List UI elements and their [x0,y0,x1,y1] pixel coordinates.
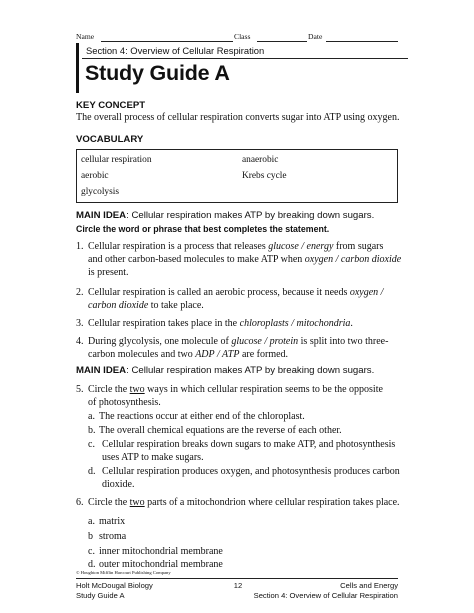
question-text: to take place. [148,300,204,311]
question-number: 2. [76,287,84,298]
vocab-term: cellular respiration [81,155,152,165]
question-2 [76,286,406,312]
option-5a[interactable] [88,410,406,423]
main-idea-2 [76,365,374,376]
question-text: . [350,318,353,329]
question-number: 4. [76,336,84,347]
question-4 [76,335,406,361]
option-text: dioxide. [102,479,135,490]
question-text: and other carbon-based molecules to make ATP when [88,254,305,265]
name-label: Name [76,32,95,41]
guide-name: Study Guide A [76,590,125,600]
question-text: Circle the [88,384,130,395]
vocab-term: anaerobic [242,155,279,165]
chapter-title: Cells and Energy [340,581,398,590]
option-text: Cellular respiration breaks down sugars to make ATP, and photosynthesis [102,439,396,450]
option-6c[interactable] [88,545,406,558]
question-number: 5. [76,384,84,395]
date-field-line[interactable] [326,41,398,42]
instruction: Circle the word or phrase that best completes the statement. [76,224,330,234]
option-letter: d. [88,559,96,570]
book-title: Holt McDougal Biology [76,581,153,590]
title-block [76,43,409,93]
question-text: Cellular respiration takes place in the [88,318,240,329]
answer-choice[interactable]: glucose / protein [231,336,299,347]
vocab-term: Krebs cycle [242,171,287,181]
main-idea-label: MAIN IDEA [76,210,127,221]
option-text: outer mitochondrial membrane [99,559,223,570]
answer-choice[interactable]: oxygen / [349,287,384,298]
key-concept-text: The overall process of cellular respiration converts sugar into ATP using oxygen. [76,112,400,123]
answer-choice[interactable]: oxygen / carbon dioxide [304,254,402,265]
main-idea-label: MAIN IDEA [76,365,127,376]
option-text: Cellular respiration produces oxygen, and photosynthesis produces carbon [102,466,400,477]
option-letter: c. [88,546,95,557]
date-label: Date [308,32,323,41]
copyright: © Houghton Mifflin Harcourt Publishing Company [76,570,171,575]
question-text: Cellular respiration is a process that releases [88,241,269,252]
key-concept-heading: KEY CONCEPT [76,100,146,111]
class-field-line[interactable] [257,41,307,42]
question-text: from sugars [333,241,384,252]
question-number: 1. [76,241,84,252]
option-5d[interactable] [88,465,406,491]
page-title: Study Guide A [85,61,230,85]
answer-choice[interactable]: chloroplasts / mitochondria [239,318,351,329]
option-letter: b [88,531,93,542]
vocabulary-box [76,149,398,203]
option-text: stroma [99,531,127,542]
question-number: 6. [76,497,84,508]
question-text: Circle the [88,497,130,508]
option-5b[interactable] [88,424,406,437]
name-field-line[interactable] [101,41,233,42]
main-idea-text: : Cellular respiration makes ATP by breaking down sugars. [126,210,375,221]
option-text: The overall chemical equations are the reverse of each other. [99,425,342,436]
page-number: 12 [233,581,243,590]
question-6 [76,496,406,509]
option-letter: a. [88,516,95,527]
question-text: parts of a mitochondrion where cellular respiration takes place. [144,497,400,508]
question-text: ways in which cellular respiration seems to be the opposite [144,384,383,395]
question-text: Cellular respiration is called an aerobic process, because it needs [88,287,350,298]
emphasis-two: two [129,497,145,508]
question-1 [76,240,406,279]
main-idea-1 [76,210,374,221]
section-label: Section 4: Overview of Cellular Respiration [86,45,265,56]
option-letter: b. [88,425,96,436]
option-letter: d. [88,466,96,477]
class-label: Class [234,32,251,41]
option-letter: a. [88,411,95,422]
option-text: inner mitochondrial membrane [99,546,223,557]
option-letter: c. [88,439,95,450]
footer-left [76,581,153,600]
question-3 [76,317,406,330]
option-6b[interactable] [88,530,406,543]
question-text: are formed. [239,349,289,360]
option-5c[interactable] [88,438,406,464]
question-text: is split into two three- [298,336,389,347]
option-text: matrix [99,516,126,527]
footer-rule [76,578,398,579]
vocab-term: aerobic [81,171,109,181]
section-title: Section 4: Overview of Cellular Respiration [253,590,398,600]
vocabulary-heading: VOCABULARY [76,134,144,145]
option-text: The reactions occur at either end of the chloroplast. [99,411,305,422]
option-6a[interactable] [88,515,406,528]
emphasis-two: two [129,384,145,395]
question-text: is present. [88,267,129,278]
question-5 [76,383,406,409]
question-text: During glycolysis, one molecule of [88,336,232,347]
main-idea-text: : Cellular respiration makes ATP by breaking down sugars. [126,365,375,376]
question-text: carbon molecules and two [88,349,196,360]
footer-right [248,581,398,600]
answer-choice[interactable]: carbon dioxide [88,300,149,311]
title-rule [82,58,408,59]
option-text: uses ATP to make sugars. [102,452,204,463]
answer-choice[interactable]: glucose / energy [268,241,334,252]
vocab-term: glycolysis [81,187,120,197]
answer-choice[interactable]: ADP / ATP [195,349,240,360]
question-text: of photosynthesis. [88,397,161,408]
question-number: 3. [76,318,84,329]
